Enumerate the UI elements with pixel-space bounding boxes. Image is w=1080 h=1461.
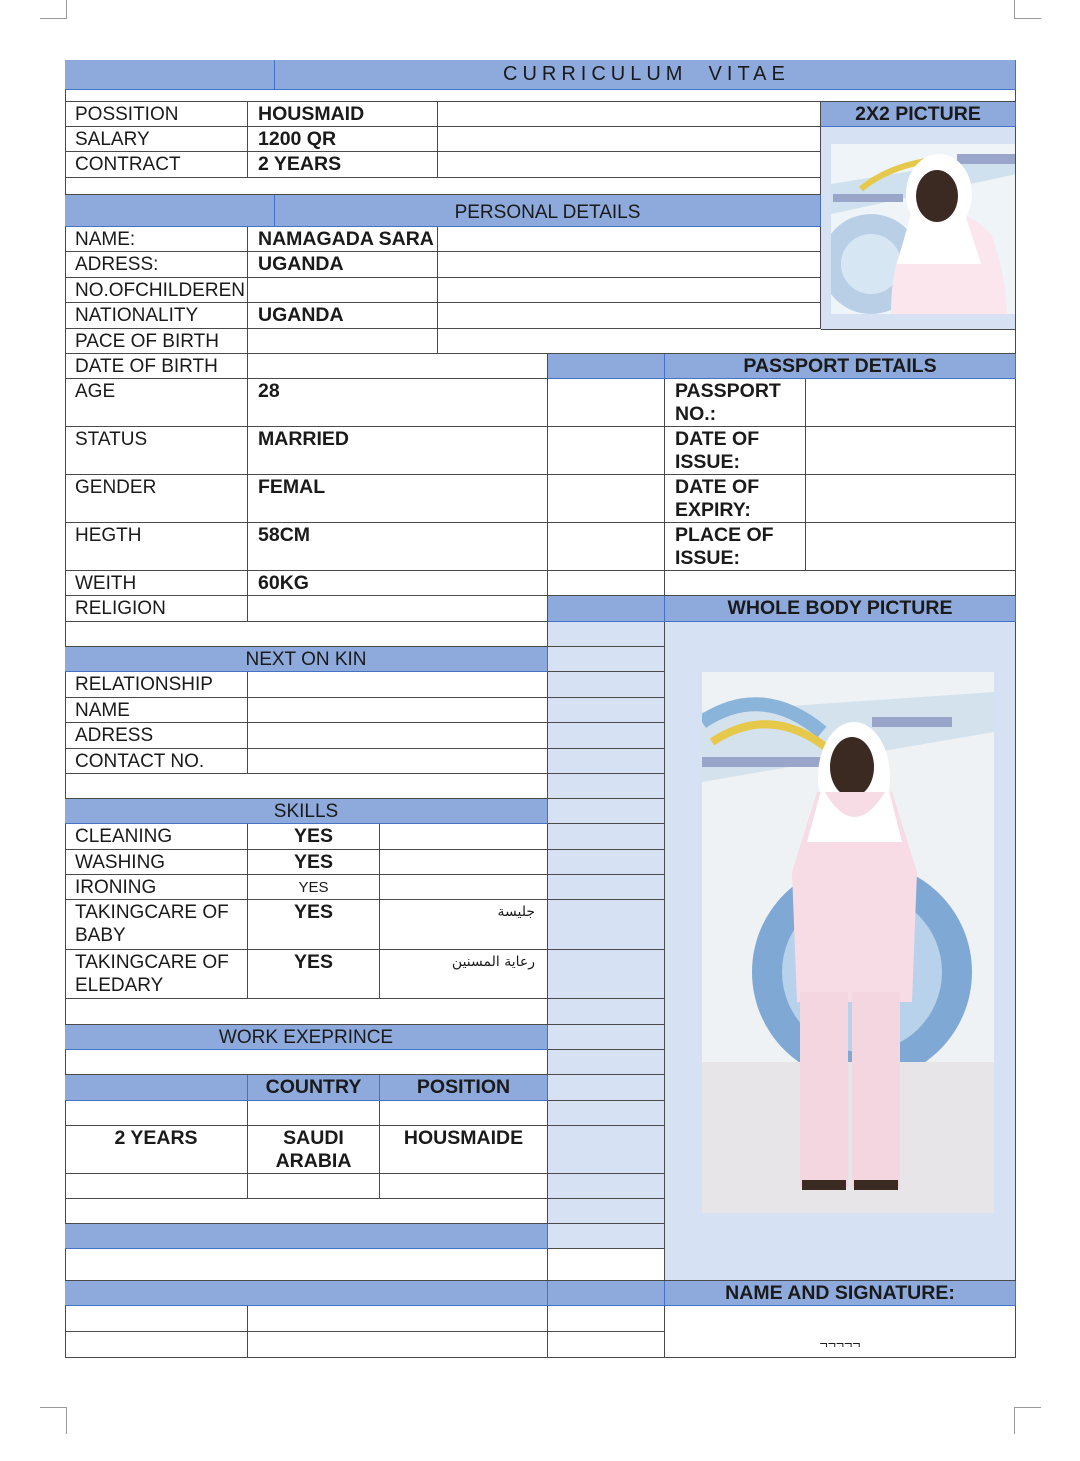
skill-baby-care-note: جليسة: [380, 900, 548, 950]
light-cell: [548, 875, 665, 900]
empty-cell: [548, 571, 665, 596]
page-title: CURRICULUM VITAE: [275, 60, 1016, 90]
blue-row: [65, 1281, 548, 1306]
contract-value: 2 YEARS: [248, 152, 438, 178]
skill-baby-care-value: YES: [248, 900, 380, 950]
date-of-birth-label: DATE OF BIRTH: [65, 354, 248, 379]
light-cell: [548, 647, 665, 672]
empty-cell: [438, 252, 821, 278]
skill-cleaning-label: CLEANING: [65, 824, 248, 850]
empty-cell: [438, 102, 821, 127]
place-of-birth-label: PACE OF BIRTH: [65, 329, 248, 354]
place-of-issue-label: PLACE OF ISSUE:: [665, 523, 806, 571]
date-of-issue-value: [806, 427, 1016, 475]
passport-details-header: PASSPORT DETAILS: [665, 354, 1016, 379]
blue-cell: [548, 1281, 665, 1306]
empty-cell: [438, 227, 821, 252]
weight-value: 60KG: [248, 571, 548, 596]
blue-row: [65, 1224, 548, 1249]
spacer-row: [65, 999, 548, 1025]
gender-label: GENDER: [65, 475, 248, 523]
empty-cell: [548, 427, 665, 475]
spacer-row: [65, 1249, 548, 1281]
empty-cell: [548, 1249, 665, 1281]
light-cell: [548, 999, 665, 1025]
empty-cell: [65, 1332, 248, 1358]
whole-body-photo-cell: [665, 622, 1016, 1281]
light-cell: [548, 672, 665, 698]
light-cell: [548, 824, 665, 850]
empty-cell: [380, 1101, 548, 1126]
address-label: ADRESS:: [65, 252, 248, 278]
work-experience-header: WORK EXEPRINCE: [65, 1025, 548, 1050]
kin-name-value: [248, 698, 548, 723]
status-value: MARRIED: [248, 427, 548, 475]
empty-cell: [548, 379, 665, 427]
skill-washing-label: WASHING: [65, 850, 248, 875]
passport-photo: [831, 144, 1016, 314]
light-cell: [548, 1050, 665, 1075]
light-cell: [548, 698, 665, 723]
empty-cell: [438, 278, 821, 303]
spacer-row: [65, 774, 548, 799]
corner-mark-bottom-left: [40, 1407, 67, 1434]
empty-cell: [438, 329, 1016, 354]
spacer-row: [65, 90, 1016, 102]
empty-cell: [438, 303, 821, 329]
empty-cell: [438, 127, 821, 152]
corner-mark-top-right: [1014, 0, 1041, 19]
picture-header: 2X2 PICTURE: [821, 102, 1016, 127]
skill-elderly-care-value: YES: [248, 950, 380, 999]
salary-value: 1200 QR: [248, 127, 438, 152]
empty-cell: [248, 1101, 380, 1126]
contract-label: CONTRACT: [65, 152, 248, 178]
empty-cell: [548, 475, 665, 523]
spacer-row: [65, 1199, 548, 1224]
skill-washing-note: [380, 850, 548, 875]
kin-relationship-value: [248, 672, 548, 698]
whole-body-photo: [702, 672, 994, 1213]
age-value: 28: [248, 379, 548, 427]
date-of-expiry-value: [806, 475, 1016, 523]
work-period-value: 2 YEARS: [65, 1126, 248, 1174]
next-of-kin-header: NEXT ON KIN: [65, 647, 548, 672]
skill-ironing-label: IRONING: [65, 875, 248, 900]
blue-cell: [548, 354, 665, 379]
light-cell: [548, 850, 665, 875]
light-cell: [548, 1126, 665, 1174]
personal-details-header: PERSONAL DETAILS: [275, 195, 821, 227]
height-value: 58CM: [248, 523, 548, 571]
date-of-expiry-label: DATE OF EXPIRY:: [665, 475, 806, 523]
address-value: UGANDA: [248, 252, 438, 278]
name-value: NAMAGADA SARA: [248, 227, 438, 252]
spacer-row: [65, 178, 821, 195]
place-of-issue-value: [806, 523, 1016, 571]
gender-value: FEMAL: [248, 475, 548, 523]
work-position-value: HOUSMAIDE: [380, 1126, 548, 1174]
spacer-row: [65, 1050, 548, 1075]
title-left-cell: [65, 60, 275, 90]
empty-cell: [248, 1332, 548, 1358]
light-cell: [548, 749, 665, 774]
empty-cell: [548, 1306, 665, 1332]
empty-cell: [65, 1306, 248, 1332]
passport-no-label: PASSPORT NO.:: [665, 379, 806, 427]
light-cell: [548, 774, 665, 799]
corner-mark-bottom-right: [1014, 1407, 1041, 1434]
skill-cleaning-note: [380, 824, 548, 850]
nationality-label: NATIONALITY: [65, 303, 248, 329]
height-label: HEGTH: [65, 523, 248, 571]
nationality-value: UGANDA: [248, 303, 438, 329]
empty-cell: [248, 1306, 548, 1332]
personal-header-left: [65, 195, 275, 227]
skill-elderly-care-note: رعاية المسنين: [380, 950, 548, 999]
light-cell: [548, 622, 665, 647]
passport-no-value: [806, 379, 1016, 427]
status-label: STATUS: [65, 427, 248, 475]
place-of-birth-value: [248, 329, 438, 354]
light-cell: [548, 723, 665, 749]
skill-elderly-care-label: TAKINGCARE OF ELEDARY: [65, 950, 248, 999]
blue-cell: [548, 596, 665, 622]
light-cell: [548, 1224, 665, 1249]
work-country-column-header: COUNTRY: [248, 1075, 380, 1101]
skill-baby-care-label: TAKINGCARE OF BABY: [65, 900, 248, 950]
light-cell: [548, 1075, 665, 1101]
signature-field[interactable]: ¬¬¬¬¬: [665, 1306, 1016, 1358]
work-period-column-header: [65, 1075, 248, 1101]
weight-label: WEITH: [65, 571, 248, 596]
kin-contact-label: CONTACT NO.: [65, 749, 248, 774]
corner-mark-top-left: [40, 0, 67, 19]
religion-label: RELIGION: [65, 596, 248, 622]
skill-ironing-value: YES: [248, 875, 380, 900]
religion-value: [248, 596, 548, 622]
empty-cell: [248, 1174, 380, 1199]
light-cell: [548, 1025, 665, 1050]
position-value: HOUSMAID: [248, 102, 438, 127]
light-cell: [548, 1199, 665, 1224]
empty-cell: [548, 523, 665, 571]
date-of-birth-value: [248, 354, 548, 379]
empty-cell: [380, 1174, 548, 1199]
kin-address-label: ADRESS: [65, 723, 248, 749]
empty-cell: [665, 571, 1016, 596]
salary-label: SALARY: [65, 127, 248, 152]
skill-washing-value: YES: [248, 850, 380, 875]
kin-address-value: [248, 723, 548, 749]
name-label: NAME:: [65, 227, 248, 252]
empty-cell: [438, 152, 821, 178]
name-and-signature-header: NAME AND SIGNATURE:: [665, 1281, 1016, 1306]
whole-body-picture-header: WHOLE BODY PICTURE: [665, 596, 1016, 622]
empty-cell: [548, 1332, 665, 1358]
skill-cleaning-value: YES: [248, 824, 380, 850]
light-cell: [548, 1101, 665, 1126]
work-position-column-header: POSITION: [380, 1075, 548, 1101]
cv-form: [65, 60, 1016, 1358]
age-label: AGE: [65, 379, 248, 427]
kin-contact-value: [248, 749, 548, 774]
skills-header: SKILLS: [65, 799, 548, 824]
spacer-row: [65, 622, 548, 647]
position-label: POSSITION: [65, 102, 248, 127]
kin-relationship-label: RELATIONSHIP: [65, 672, 248, 698]
work-country-value: SAUDI ARABIA: [248, 1126, 380, 1174]
light-cell: [548, 799, 665, 824]
light-cell: [548, 900, 665, 950]
skill-ironing-note: [380, 875, 548, 900]
children-label: NO.OFCHILDEREN: [65, 278, 248, 303]
kin-name-label: NAME: [65, 698, 248, 723]
light-cell: [548, 950, 665, 999]
date-of-issue-label: DATE OF ISSUE:: [665, 427, 806, 475]
empty-cell: [65, 1174, 248, 1199]
light-cell: [548, 1174, 665, 1199]
passport-photo-cell: [821, 127, 1016, 330]
empty-cell: [65, 1101, 248, 1126]
children-value: [248, 278, 438, 303]
